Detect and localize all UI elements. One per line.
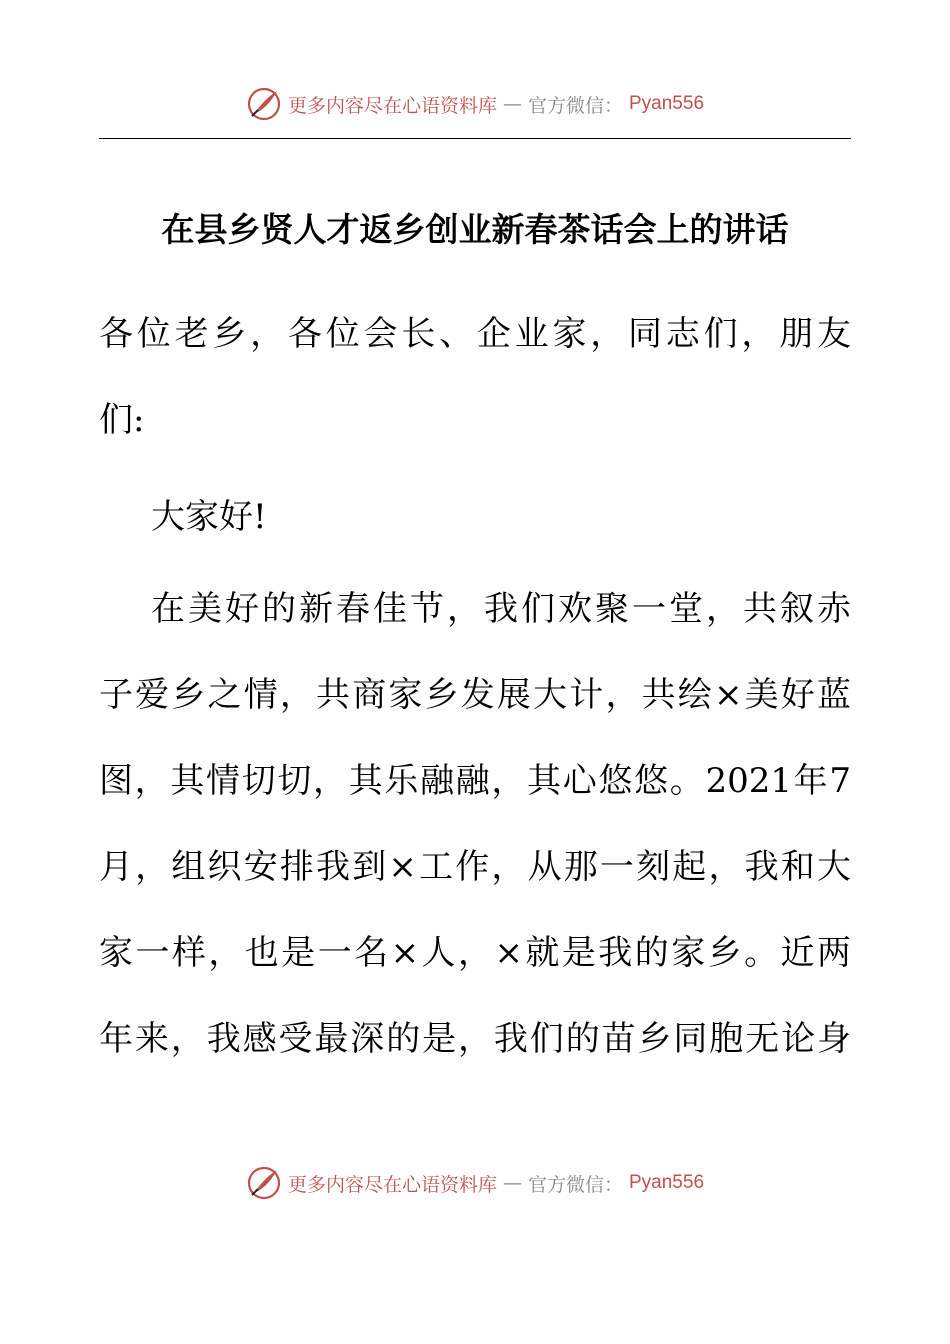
footer-banner (0, 1163, 950, 1203)
body-paragraph (99, 586, 851, 1102)
document-title: 在县乡贤人才返乡创业新春茶话会上的讲话 (161, 210, 789, 249)
footer-wechat-label: 官方微信： (527, 1173, 623, 1196)
greeting-line: 大家好! (151, 497, 267, 537)
body-line-2: 子爱乡之情，共商家乡发展大计，共绘×美好蓝 (99, 675, 851, 715)
footer-separator: — (502, 1172, 522, 1194)
body-line-3: 图，其情切切，其乐融融，其心悠悠。2021年7 (99, 761, 851, 801)
footer-wechat-id: Pyan556 (629, 1172, 705, 1193)
body-line-1: 在美好的新春佳节，我们欢聚一堂，共叙赤 (151, 589, 851, 629)
body-line-5: 家一样，也是一名×人，×就是我的家乡。近两 (99, 933, 851, 973)
header-wechat-label: 官方微信： (527, 94, 623, 117)
salutation-line-1: 各位老乡，各位会长、企业家，同志们，朋友 (99, 314, 851, 354)
quill-logo-icon (246, 1165, 282, 1201)
footer-site-text: 更多内容尽在心语资料库 (287, 1173, 497, 1196)
header-divider (99, 138, 851, 139)
greeting-paragraph (99, 494, 851, 580)
salutation-paragraph (99, 311, 851, 483)
salutation-line-2: 们: (99, 400, 145, 440)
header-site-text: 更多内容尽在心语资料库 (287, 94, 497, 117)
quill-logo-icon (246, 86, 282, 122)
body-line-4: 月，组织安排我到×工作，从那一刻起，我和大 (99, 847, 851, 887)
header-separator: — (502, 93, 522, 115)
body-line-6: 年来，我感受最深的是，我们的苗乡同胞无论身 (99, 1019, 851, 1059)
header-wechat-id: Pyan556 (629, 93, 705, 114)
header-banner (0, 84, 950, 124)
